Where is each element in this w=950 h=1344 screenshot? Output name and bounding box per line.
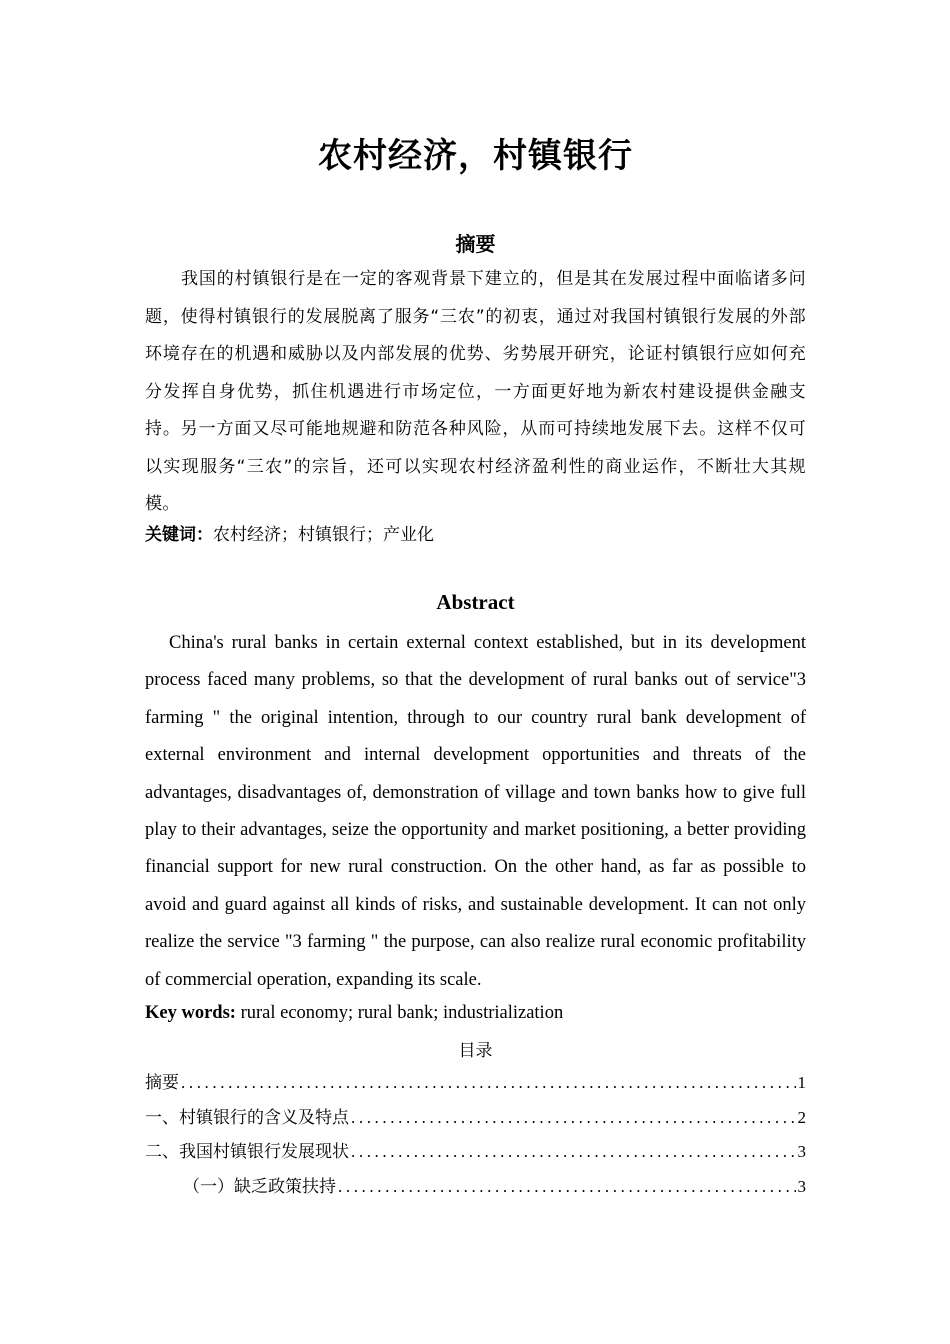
abstract-body-en: China's rural banks in certain external context established, but in its development process faced many problems, so that the development of rural banks out of service"3 farming " the original intention, through to our country rural bank development of external environment and internal development opportunities and threats of the advantages, disadvantages of, demonstration of village and town banks how to give full play to their advantages, seize the opportunity and market positioning, a better providing financial support for new rural construction. On the other hand, as far as possible to avoid and guard against all kinds of risks, and sustainable development. It can not only realize the service "3 farming " the purpose, can also realize rural economic profitability of commercial operation, expanding its scale. [145,633,806,990]
toc-entry-title: 一、村镇银行的含义及特点 [145,1107,349,1128]
toc-entry-page: 2 [797,1107,806,1127]
table-of-contents [145,1068,806,1206]
toc-heading: 目录 [458,1041,493,1061]
toc-entry-title: 二、我国村镇银行发展现状 [145,1142,349,1162]
keywords-cn [145,520,806,550]
toc-entry-page: 3 [797,1142,806,1161]
toc-entry[interactable] [145,1137,806,1172]
toc-entry-page: 3 [797,1176,806,1196]
keywords-value-en: rural economy; rural bank; industrialization [235,1003,564,1023]
toc-entry[interactable] [145,1103,806,1138]
toc-leader-dots [338,1177,796,1197]
toc-entry[interactable] [145,1068,806,1103]
keywords-value-cn: 农村经济；村镇银行；产业化 [213,525,434,545]
keywords-label-cn: 关键词： [145,525,213,545]
toc-entry-sub[interactable] [145,1172,806,1207]
toc-leader-dots [351,1142,796,1162]
keywords-label-en: Key words: [145,1003,236,1023]
document-title: 农村经济，村镇银行 [318,136,633,176]
abstract-heading-cn: 摘要 [455,232,496,256]
abstract-heading-en: Abstract [436,590,515,614]
keywords-en [145,998,806,1028]
toc-leader-dots [351,1108,796,1128]
toc-leader-dots [181,1073,796,1093]
toc-entry-title: 摘要 [145,1073,179,1093]
toc-entry-title: （一）缺乏政策扶持 [183,1176,336,1197]
abstract-body-cn: 我国的村镇银行是在一定的客观背景下建立的，但是其在发展过程中面临诸多问题，使得村镇银行的发展脱离了服务“三农”的初衷，通过对我国村镇银行发展的外部环境存在的机遇和威胁以及内部发展的优势、劣势展开研究，论证村镇银行应如何充分发挥自身优势，抓住机遇进行市场定位，一方面更好地为新农村建设提供金融支持。另一方面又尽可能地规避和防范各种风险，从而可持续地发展下去。这样不仅可以实现服务“三农”的宗旨，还可以实现农村经济盈利性的商业运作，不断壮大其规模。 [145,269,806,514]
toc-entry-page: 1 [797,1073,806,1092]
